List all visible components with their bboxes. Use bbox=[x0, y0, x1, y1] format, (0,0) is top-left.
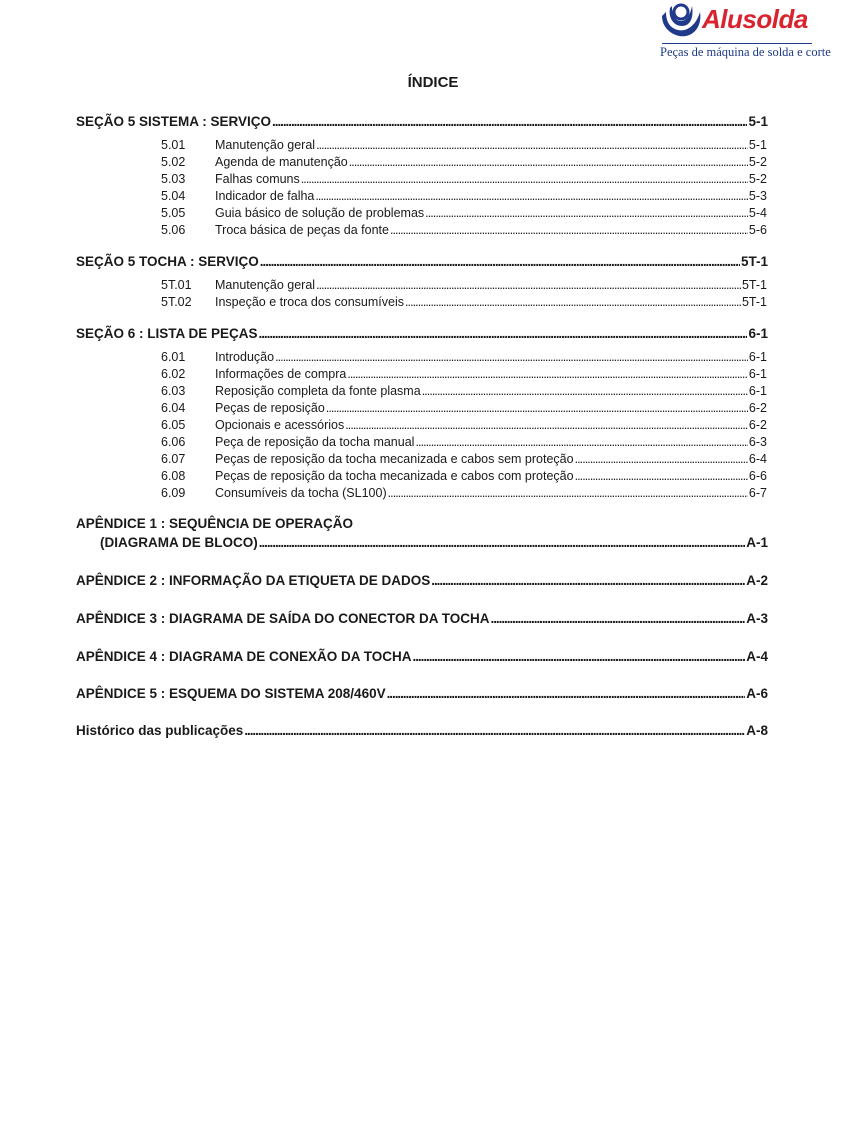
toc-item-number: 6.06 bbox=[161, 435, 186, 449]
toc-item-number: 5T.01 bbox=[161, 278, 192, 292]
toc-leader bbox=[390, 223, 748, 237]
toc-leader bbox=[388, 486, 748, 500]
toc-section-title: SEÇÃO 5 SISTEMA : SERVIÇO bbox=[76, 114, 272, 129]
toc-appendix-3[interactable] bbox=[76, 611, 768, 626]
toc-page-number: 6-2 bbox=[748, 401, 767, 415]
swoosh-logo-icon bbox=[656, 2, 704, 42]
toc-item-text: Guia básico de solução de problemas bbox=[215, 206, 425, 220]
toc-page-number: 5T-1 bbox=[741, 295, 767, 309]
page-title: ÍNDICE bbox=[407, 74, 459, 91]
toc-page-number: 6-3 bbox=[748, 435, 767, 449]
toc-leader bbox=[347, 367, 748, 381]
toc-leader bbox=[415, 435, 747, 449]
toc-leader bbox=[575, 452, 748, 466]
toc-appendix-title: APÊNDICE 3 : DIAGRAMA DE SAÍDA DO CONECTOR DA TOCHA bbox=[76, 611, 490, 626]
toc-section-title: SEÇÃO 6 : LISTA DE PEÇAS bbox=[76, 326, 258, 341]
toc-leader bbox=[491, 611, 746, 626]
toc-page-number: 5-2 bbox=[748, 172, 767, 186]
toc-item[interactable] bbox=[161, 206, 767, 220]
toc-item[interactable] bbox=[161, 435, 767, 449]
toc-page-number: 6-4 bbox=[748, 452, 767, 466]
toc-leader bbox=[387, 686, 746, 701]
toc-leader bbox=[431, 573, 745, 588]
toc-leader bbox=[275, 350, 748, 364]
toc-page-number: 6-1 bbox=[748, 326, 768, 341]
toc-leader bbox=[315, 189, 748, 203]
toc-item-text: Inspeção e troca dos consumíveis bbox=[215, 295, 404, 309]
toc-item-number: 6.07 bbox=[161, 452, 186, 466]
toc-appendix-title: Histórico das publicações bbox=[76, 723, 244, 738]
toc-item[interactable] bbox=[161, 469, 767, 483]
logo-tagline: Peças de máquina de solda e corte bbox=[660, 45, 831, 59]
toc-leader bbox=[326, 401, 748, 415]
toc-leader bbox=[244, 723, 745, 738]
toc-item[interactable] bbox=[161, 486, 767, 500]
toc-item-number: 6.04 bbox=[161, 401, 186, 415]
toc-page-number: 5-1 bbox=[748, 138, 767, 152]
toc-appendix-title: APÊNDICE 5 : ESQUEMA DO SISTEMA 208/460V bbox=[76, 686, 386, 701]
toc-leader bbox=[301, 172, 748, 186]
toc-item-number: 6.02 bbox=[161, 367, 186, 381]
alusolda-logo bbox=[656, 2, 831, 62]
toc-page-number: A-1 bbox=[746, 535, 768, 550]
toc-leader bbox=[316, 138, 748, 152]
toc-item[interactable] bbox=[161, 189, 767, 203]
toc-page-number: 6-1 bbox=[748, 350, 767, 364]
toc-item-text: Reposição completa da fonte plasma bbox=[215, 384, 421, 398]
toc-page-number: 6-1 bbox=[748, 384, 767, 398]
toc-appendix-1[interactable] bbox=[100, 535, 768, 550]
toc-item-text: Peças de reposição bbox=[215, 401, 325, 415]
toc-item-number: 6.03 bbox=[161, 384, 186, 398]
toc-item-number: 6.09 bbox=[161, 486, 186, 500]
toc-leader bbox=[316, 278, 741, 292]
toc-item-text: Peças de reposição da tocha mecanizada e cabos sem proteção bbox=[215, 452, 574, 466]
logo-name: Alusolda bbox=[702, 4, 808, 34]
toc-leader bbox=[260, 254, 740, 269]
toc-item[interactable] bbox=[161, 138, 767, 152]
toc-section-title: SEÇÃO 5 TOCHA : SERVIÇO bbox=[76, 254, 259, 269]
toc-item[interactable] bbox=[161, 367, 767, 381]
toc-item-number: 5.05 bbox=[161, 206, 186, 220]
toc-leader bbox=[272, 114, 747, 129]
toc-page-number: A-4 bbox=[746, 649, 768, 664]
toc-item[interactable] bbox=[161, 155, 767, 169]
toc-page-number: 5-3 bbox=[748, 189, 767, 203]
toc-item-number: 5T.02 bbox=[161, 295, 192, 309]
toc-leader bbox=[425, 206, 748, 220]
toc-item-text: Consumíveis da tocha (SL100) bbox=[215, 486, 387, 500]
toc-item-text: Agenda de manutenção bbox=[215, 155, 348, 169]
toc-item-text: Introdução bbox=[215, 350, 275, 364]
toc-leader bbox=[575, 469, 748, 483]
toc-page-number: 6-1 bbox=[748, 367, 767, 381]
toc-page-number: 6-6 bbox=[748, 469, 767, 483]
toc-section-5-sistema[interactable] bbox=[76, 114, 768, 129]
toc-item-text: Manutenção geral bbox=[215, 138, 316, 152]
toc-item[interactable] bbox=[161, 452, 767, 466]
toc-item-text: Opcionais e acessórios bbox=[215, 418, 345, 432]
toc-item-text: Informações de compra bbox=[215, 367, 347, 381]
toc-item[interactable] bbox=[161, 172, 767, 186]
toc-item[interactable] bbox=[161, 295, 767, 309]
toc-item-number: 6.08 bbox=[161, 469, 186, 483]
toc-section-5-tocha[interactable] bbox=[76, 254, 768, 269]
toc-appendix-4[interactable] bbox=[76, 649, 768, 664]
toc-section-6[interactable] bbox=[76, 326, 768, 341]
toc-page-number: 5-1 bbox=[748, 114, 768, 129]
toc-item-text: Peça de reposição da tocha manual bbox=[215, 435, 415, 449]
toc-item[interactable] bbox=[161, 350, 767, 364]
toc-item[interactable] bbox=[161, 223, 767, 237]
toc-leader bbox=[259, 535, 745, 550]
toc-item[interactable] bbox=[161, 384, 767, 398]
toc-page-number: 5-6 bbox=[748, 223, 767, 237]
toc-item-number: 5.02 bbox=[161, 155, 186, 169]
toc-appendix-5[interactable] bbox=[76, 686, 768, 701]
toc-item-number: 5.01 bbox=[161, 138, 186, 152]
toc-leader bbox=[349, 155, 748, 169]
toc-page-number: 6-2 bbox=[748, 418, 767, 432]
toc-page-number: A-3 bbox=[746, 611, 768, 626]
toc-item-text: Manutenção geral bbox=[215, 278, 316, 292]
toc-item-number: 6.01 bbox=[161, 350, 186, 364]
toc-page-number: A-2 bbox=[746, 573, 768, 588]
toc-item[interactable] bbox=[161, 401, 767, 415]
toc-page-number: 5-4 bbox=[748, 206, 767, 220]
toc-appendix-title: APÊNDICE 4 : DIAGRAMA DE CONEXÃO DA TOCHA bbox=[76, 649, 412, 664]
toc-item-text: Peças de reposição da tocha mecanizada e cabos com proteção bbox=[215, 469, 574, 483]
toc-appendix-title: APÊNDICE 2 : INFORMAÇÃO DA ETIQUETA DE DADOS bbox=[76, 573, 431, 588]
toc-page-number: 5T-1 bbox=[741, 278, 767, 292]
toc-page-number: A-8 bbox=[746, 723, 768, 738]
toc-item-text: Troca básica de peças da fonte bbox=[215, 223, 389, 237]
toc-page-number: 5T-1 bbox=[740, 254, 768, 269]
toc-leader bbox=[259, 326, 748, 341]
toc-item[interactable] bbox=[161, 418, 767, 432]
toc-item[interactable] bbox=[161, 278, 767, 292]
toc-item-number: 5.03 bbox=[161, 172, 186, 186]
toc-appendix-1-title[interactable]: APÊNDICE 1 : SEQUÊNCIA DE OPERAÇÃO bbox=[76, 516, 354, 531]
toc-item-text: Falhas comuns bbox=[215, 172, 300, 186]
toc-leader bbox=[345, 418, 748, 432]
toc-item-number: 6.05 bbox=[161, 418, 186, 432]
toc-leader bbox=[422, 384, 748, 398]
toc-item-number: 5.04 bbox=[161, 189, 186, 203]
logo-divider bbox=[662, 43, 812, 44]
toc-page-number: 6-7 bbox=[748, 486, 767, 500]
toc-leader bbox=[405, 295, 741, 309]
toc-appendix-subtitle: (DIAGRAMA DE BLOCO) bbox=[100, 535, 258, 550]
toc-publication-history[interactable] bbox=[76, 723, 768, 738]
toc-leader bbox=[413, 649, 746, 664]
toc-item-text: Indicador de falha bbox=[215, 189, 315, 203]
toc-item-number: 5.06 bbox=[161, 223, 186, 237]
toc-appendix-2[interactable] bbox=[76, 573, 768, 588]
toc-page-number: A-6 bbox=[746, 686, 768, 701]
toc-page-number: 5-2 bbox=[748, 155, 767, 169]
